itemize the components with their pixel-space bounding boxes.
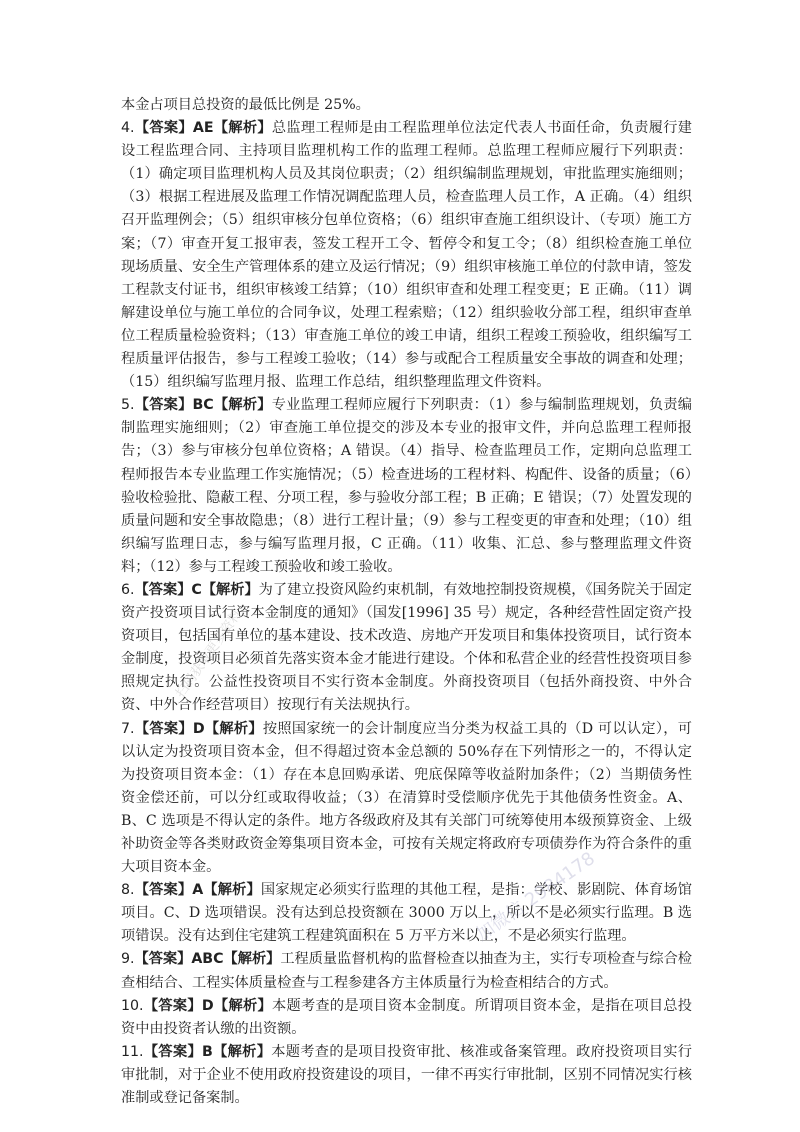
item-number: 9. xyxy=(121,951,135,968)
intro-line: 本金占项目总投资的最低比例是 25%。 xyxy=(121,97,370,113)
answer-label: 【答案】AE xyxy=(134,120,214,137)
answer-label: 【答案】BC xyxy=(134,397,214,414)
explanation-label: 【解析】 xyxy=(212,1043,272,1060)
answer-label: 【答案】B xyxy=(143,1043,213,1060)
explanation-label: 【解析】 xyxy=(213,997,272,1014)
explanation-text: 国家规定必须实行监理的其他工程，是指：学校、影剧院、体育场馆项目。C、D 选项错误。没有达到总投资额在 3000 万以上，所以不是必须实行监理。B 选项错误。没有达到住宅建筑工程建筑面积在 5 万平方米以上，不是必须实行监理。 xyxy=(121,882,692,945)
explanation-text: 专业监理工程师应履行下列职责：（1）参与编制监理规划，负责编制监理实施细则；（2）审查施工单位提交的涉及本专业的报审文件，并向总监理工程师报告；（3）参与审核分包单位资格；A 错误。（4）指导、检查监理员工作，定期向总监理工程师报告本专业监理工作实施情况；（5）检查进场的工程材料、构配件、设备的质量；（6）验收检验批、隐蔽工程、分项工程，参与验收分部工程；B 正确；E 错误；（7）处置发现的质量问题和安全事故隐患；（8）进行工程计量；（9）参与工程变更的审查和处理；（10）组织编写监理日志，参与编写监理月报，C 正确。（11）收集、汇总、参与整理监理文件资料；（12）参与工程竣工预验收和竣工验收。 xyxy=(121,397,692,575)
answer-label: 【答案】C xyxy=(134,581,202,598)
item-number: 10. xyxy=(121,997,144,1014)
explanation-label: 【解析】 xyxy=(213,120,272,137)
item-number: 5. xyxy=(121,397,135,414)
explanation-label: 【解析】 xyxy=(213,397,272,414)
explanation-text: 本题考查的是项目投资审批、核准或备案管理。政府投资项目实行审批制，对于企业不使用政府投资建设的项目，一律不再实行审批制，区别不同情况实行核准制或登记备案制。 xyxy=(121,1043,692,1107)
explanation-text: 总监理工程师是由工程监理单位法定代表人书面任命，负责履行建设工程监理合同、主持项目监理机构工作的监理工程师。总监理工程师应履行下列职责：（1）确定项目监理机构人员及其岗位职责；（2）组织编制监理规划，审批监理实施细则；（3）根据工程进展及监理工作情况调配监理人员，检查监理人员工作，A 正确。（4）组织召开监理例会；（5）组织审核分包单位资格；（6）组织审查施工组织设计、（专项）施工方案；（7）审查开复工报审表，签发工程开工令、暂停令和复工令；（8）组织检查施工单位现场质量、安全生产管理体系的建立及运行情况；（9）组织审核施工单位的付款申请，签发工程款支付证书，组织审核竣工结算；（10）组织审查和处理工程变更；E 正确。（11）调解建设单位与施工单位的合同争议，处理工程索赔；（12）组织验收分部工程，组织审查单位工程质量检验资料；（13）审查施工单位的竣工申请，组织工程竣工预验收，组织编写工程质量评估报告，参与工程竣工验收；（14）参与或配合工程质量安全事故的调查和处理；（15）组织编写监理月报、监理工作总结，组织整理监理文件资料。 xyxy=(121,120,692,391)
answer-label: 【答案】ABC xyxy=(134,951,224,968)
answer-label: 【答案】A xyxy=(134,882,204,899)
explanation-text: 为了建立投资风险约束机制，有效地控制投资规模，《国务院关于固定资产投资项目试行资本金制度的通知》（国发[1996] 35 号）规定，各种经营性固定资产投资项目，包括国有单位的基本建设、技术改造、房地产开发项目和集体投资项目，试行资本金制度，投资项目必须首先落实资本金才能进行建设。个体和私营企业的经营性投资项目参照规定执行。公益性投资项目不实行资本金制度。外商投资项目（包括外商投资、中外合资、中外合作经营项目）按现行有关法规执行。 xyxy=(121,581,692,714)
explanation-label: 【解析】 xyxy=(203,882,261,899)
explanation-text: 工程质量监督机构的监督检查以抽查为主，实行专项检查与综合检查相结合、工程实体质量检查与工程参建各方主体质量行为检查相结合的方式。 xyxy=(121,951,692,991)
answer-item-10 xyxy=(121,995,692,1041)
item-number: 8. xyxy=(121,882,135,899)
explanation-label: 【解析】 xyxy=(201,581,259,598)
explanation-text: 按照国家统一的会计制度应当分类为权益工具的（D 可以认定），可以认定为投资项目资本金，但不得超过资本金总额的 50%存在下列情形之一的，不得认定为投资项目资本金：（1）存在本息回购承诺、兜底保障等收益附加条件；（2）当期债务性资金偿还前，可以分红或取得收益；（3）在清算时受偿顺序优先于其他债务性资金。A、B、C 选项是不得认定的条件。地方各级政府及其有关部门可统筹使用本级预算资金、上级补助资金等各类财政资金筹集项目资本金，可按有关规定将政府专项债券作为符合条件的重大项目资本金。 xyxy=(121,720,692,876)
explanation-label: 【解析】 xyxy=(223,951,281,968)
item-number: 4. xyxy=(121,120,135,137)
answer-label: 【答案】D xyxy=(134,720,205,737)
watermark-left: 扫码获取更多资料 xyxy=(173,607,246,701)
explanation-text: 本题考查的是项目资本金制度。所谓项目资本金，是指在项目总投资中由投资者认缴的出资额。 xyxy=(121,997,692,1037)
watermark-right: 加微信 2984178 xyxy=(472,848,599,946)
answer-item-5 xyxy=(121,394,692,579)
answer-item-4 xyxy=(121,117,692,394)
item-number: 11. xyxy=(121,1043,144,1060)
item-number: 7. xyxy=(121,720,135,737)
answer-label: 【答案】D xyxy=(143,997,214,1014)
answer-item-9 xyxy=(121,948,692,994)
item-number: 6. xyxy=(121,581,135,598)
answer-item-6 xyxy=(121,579,692,718)
explanation-label: 【解析】 xyxy=(204,720,263,737)
answer-item-11 xyxy=(121,1041,692,1110)
answer-item-7 xyxy=(121,718,692,880)
answer-item-8 xyxy=(121,879,692,948)
